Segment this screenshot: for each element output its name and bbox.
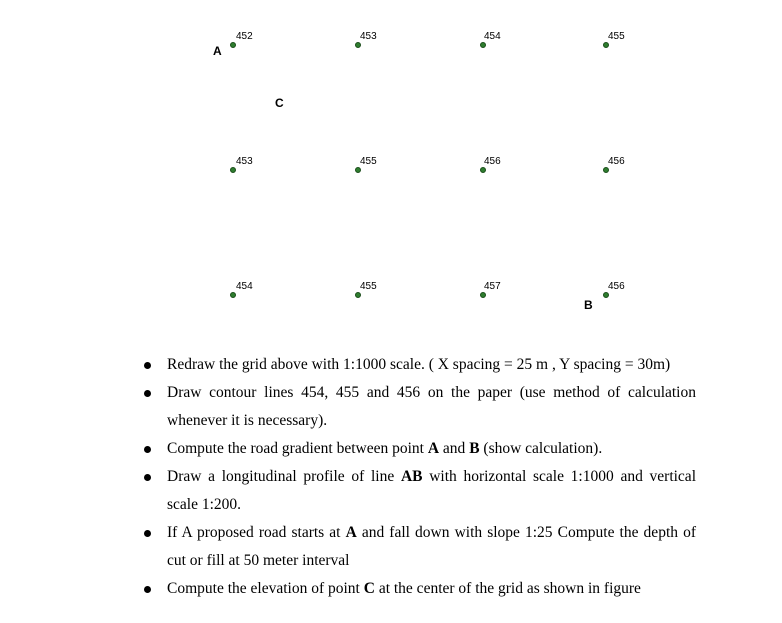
task-text: and fall down with slope 1:25 Compute the depth of cut or fill at 50 meter interval	[167, 524, 696, 569]
task-text: Redraw the grid above with 1:1000 scale. ( X spacing = 25 m , Y spacing = 30m)	[167, 356, 671, 373]
task-list	[0, 351, 782, 603]
elevation-label-r3c1: 454	[236, 281, 253, 292]
point-c-label: C	[275, 96, 284, 110]
task-text: with horizontal scale 1:1000 and vertical scale 1:200.	[167, 468, 696, 513]
task-text: Draw a longitudinal profile of line	[167, 468, 401, 485]
task-text: at the center of the grid as shown in figure	[374, 580, 641, 597]
elevation-label-r3c4: 456	[608, 281, 625, 292]
task-text: If A proposed road starts at	[167, 524, 346, 541]
grid-point-r1c1	[230, 42, 236, 48]
grid-point-r3c2	[355, 292, 361, 298]
point-b-label: B	[584, 298, 593, 312]
grid-point-r3c4	[603, 292, 609, 298]
point-c-ref: C	[363, 580, 375, 597]
task-item-3	[0, 435, 696, 463]
point-b-ref: B	[469, 440, 480, 457]
task-item-6	[0, 575, 696, 603]
elevation-label-r2c1: 453	[236, 156, 253, 167]
grid-point-r3c1	[230, 292, 236, 298]
elevation-label-r2c3: 456	[484, 156, 501, 167]
elevation-label-r1c1: 452	[236, 31, 253, 42]
point-a-label: A	[213, 44, 222, 58]
grid-point-r2c1	[230, 167, 236, 173]
elevation-label-r1c4: 455	[608, 31, 625, 42]
elevation-label-r3c3: 457	[484, 281, 501, 292]
task-item-5	[0, 519, 696, 575]
task-text: Compute the elevation of point	[167, 580, 364, 597]
task-text: and	[439, 440, 470, 457]
grid-point-r2c3	[480, 167, 486, 173]
task-text: (show calculation).	[479, 440, 603, 457]
elevation-label-r3c2: 455	[360, 281, 377, 292]
elevation-label-r1c3: 454	[484, 31, 501, 42]
grid-point-r2c4	[603, 167, 609, 173]
grid-point-r2c2	[355, 167, 361, 173]
grid-point-r1c3	[480, 42, 486, 48]
point-a-ref: A	[427, 440, 440, 457]
elevation-label-r2c4: 456	[608, 156, 625, 167]
grid-point-r3c3	[480, 292, 486, 298]
task-text: Draw contour lines 454, 455 and 456 on the paper (use method of calculation whenever it is necessary).	[167, 384, 696, 429]
elevation-label-r2c2: 455	[360, 156, 377, 167]
grid-point-r1c4	[603, 42, 609, 48]
task-text: Compute the road gradient between point	[167, 440, 428, 457]
point-a-ref: A	[345, 524, 357, 541]
elevation-label-r1c2: 453	[360, 31, 377, 42]
line-ab-ref: AB	[400, 468, 423, 485]
grid-point-r1c2	[355, 42, 361, 48]
task-item-1	[0, 351, 696, 379]
task-item-2	[0, 379, 696, 435]
task-item-4	[0, 463, 696, 519]
